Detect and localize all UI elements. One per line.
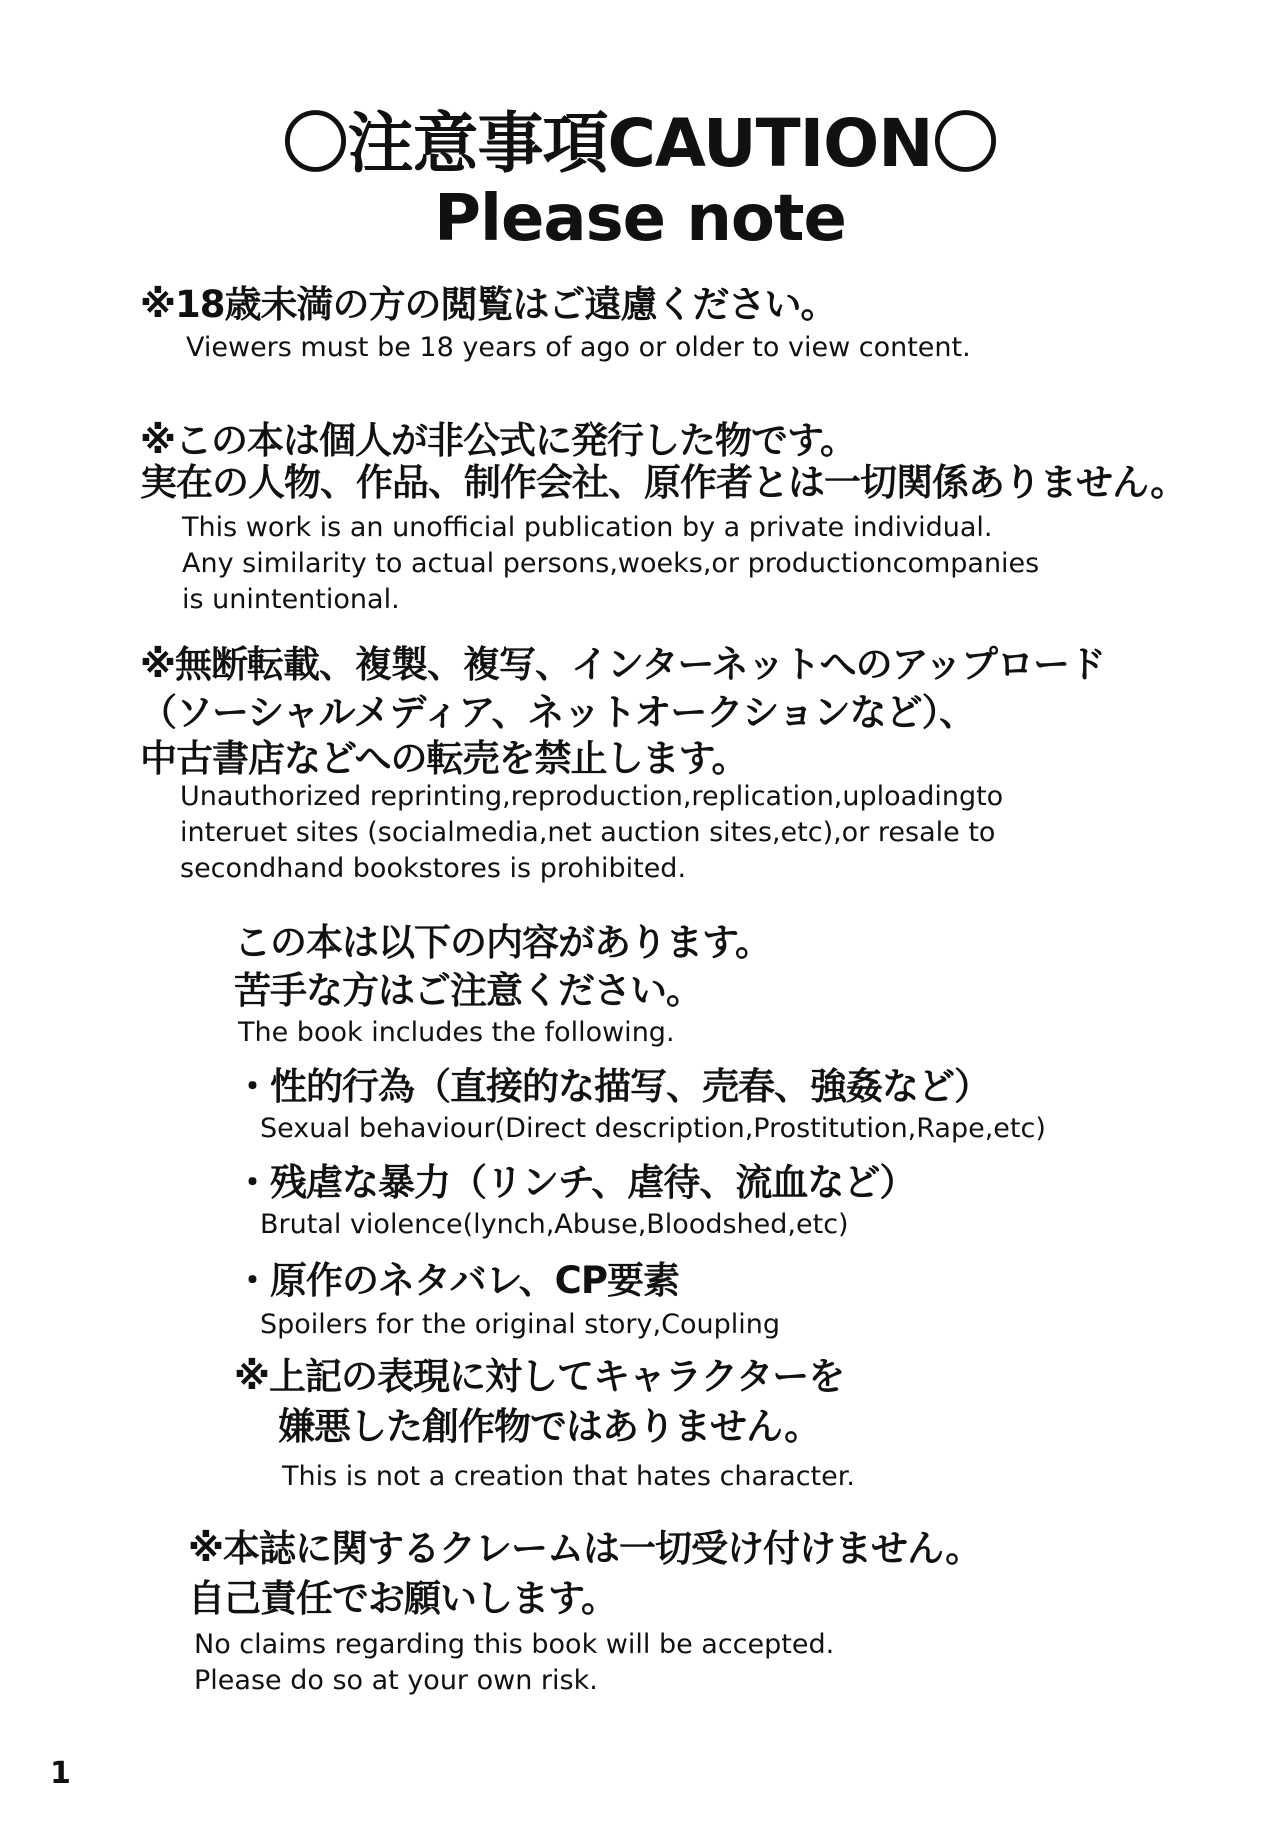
content-item-jp: ・性的行為（直接的な描写、売春、強姦など）: [234, 1065, 990, 1108]
content-item-jp: ・残虐な暴力（リンチ、虐待、流血など）: [234, 1161, 916, 1204]
page-number: 1: [50, 1756, 71, 1791]
age-notice-en: Viewers must be 18 years of ago or older to view content.: [186, 332, 971, 363]
unofficial-notice-en-line3: is unintentional.: [182, 584, 400, 615]
content-item-jp: ・原作のネタバレ、CP要素: [234, 1259, 679, 1302]
content-item-en: Spoilers for the original story,Coupling: [260, 1309, 780, 1340]
reprint-notice-jp-line2: （ソーシャルメディア、ネットオークションなど）、: [140, 691, 976, 734]
disclaimer-note-en: This is not a creation that hates character.: [282, 1461, 855, 1492]
reprint-notice-en-line3: secondhand bookstores is prohibited.: [180, 853, 687, 884]
unofficial-notice-jp-line1: ※この本は個人が非公式に発行した物です。: [140, 419, 857, 462]
unofficial-notice-en-line1: This work is an unofficial publication by a private individual.: [182, 512, 993, 543]
claims-notice-jp-line1: ※本誌に関するクレームは一切受け付けません。: [188, 1527, 982, 1570]
content-item-en: Sexual behaviour(Direct description,Prostitution,Rape,etc): [260, 1113, 1046, 1144]
page-title: 〇注意事項CAUTION〇: [282, 105, 998, 182]
content-warning-en: The book includes the following.: [238, 1017, 675, 1048]
claims-notice-en-line1: No claims regarding this book will be accepted.: [194, 1629, 835, 1660]
disclaimer-note-jp-line2: 嫌悪した創作物ではありません。: [278, 1405, 821, 1448]
age-notice-jp: ※18歳未満の方の閲覧はご遠慮ください。: [140, 283, 837, 326]
page-subtitle: Please note: [434, 182, 846, 256]
content-warning-jp-line2: 苦手な方はご注意ください。: [234, 969, 702, 1012]
unofficial-notice-jp-line2: 実在の人物、作品、制作会社、原作者とは一切関係ありません。: [140, 461, 1187, 504]
claims-notice-jp-line2: 自己責任でお願いします。: [188, 1577, 618, 1620]
disclaimer-note-jp-line1: ※上記の表現に対してキャラクターを: [234, 1355, 845, 1398]
content-warning-jp-line1: この本は以下の内容があります。: [234, 921, 772, 964]
reprint-notice-en-line2: interuet sites (socialmedia,net auction sites,etc),or resale to: [180, 817, 996, 848]
unofficial-notice-en-line2: Any similarity to actual persons,woeks,or productioncompanies: [182, 548, 1040, 579]
reprint-notice-en-line1: Unauthorized reprinting,reproduction,replication,uploadingto: [180, 781, 1004, 812]
content-item-en: Brutal violence(lynch,Abuse,Bloodshed,etc): [260, 1209, 849, 1240]
reprint-notice-jp-line3: 中古書店などへの転売を禁止します。: [140, 737, 748, 780]
claims-notice-en-line2: Please do so at your own risk.: [194, 1665, 598, 1696]
reprint-notice-jp-line1: ※無断転載、複製、複写、インターネットへのアップロード: [140, 643, 1106, 686]
